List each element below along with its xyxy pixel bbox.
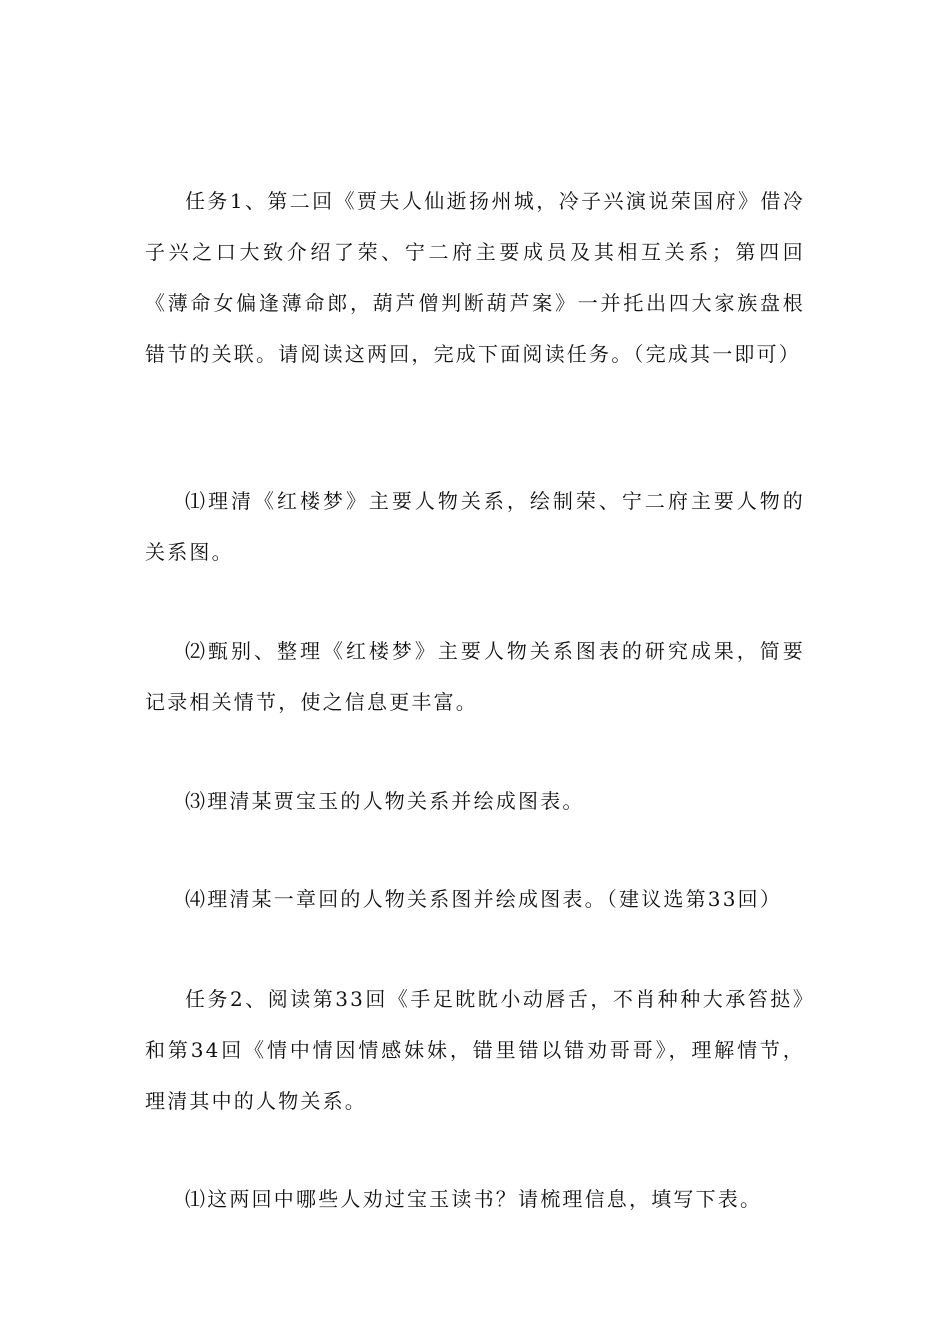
task1-item-2: ⑵甄别、整理《红楼梦》主要人物关系图表的研究成果，简要记录相关情节，使之信息更丰富。 bbox=[145, 639, 805, 714]
task1-intro-paragraph: 任务1、第二回《贾夫人仙逝扬州城，冷子兴演说荣国府》借冷子兴之口大致介绍了荣、宁二府主要成员及其相互关系；第四回《薄命女偏逢薄命郎，葫芦僧判断葫芦案》一并托出四大家族盘根错节的关联。请阅读这两回，完成下面阅读任务。（完成其一即可） bbox=[145, 189, 805, 366]
task1-item-3: ⑶理清某贾宝玉的人物关系并绘成图表。 bbox=[185, 789, 585, 813]
task2-intro-paragraph: 任务2、阅读第33回《手足眈眈小动唇舌，不肖种种大承笞挞》和第34回《情中情因情感妹妹，错里错以错劝哥哥》，理解情节，理清其中的人物关系。 bbox=[145, 987, 805, 1113]
task1-item-4: ⑷理清某一章回的人物关系图并绘成图表。（建议选第33回） bbox=[185, 887, 783, 911]
task2-item-1: ⑴这两回中哪些人劝过宝玉读书？请梳理信息，填写下表。 bbox=[185, 1187, 763, 1211]
task1-item-1: ⑴理清《红楼梦》主要人物关系，绘制荣、宁二府主要人物的关系图。 bbox=[145, 489, 805, 564]
